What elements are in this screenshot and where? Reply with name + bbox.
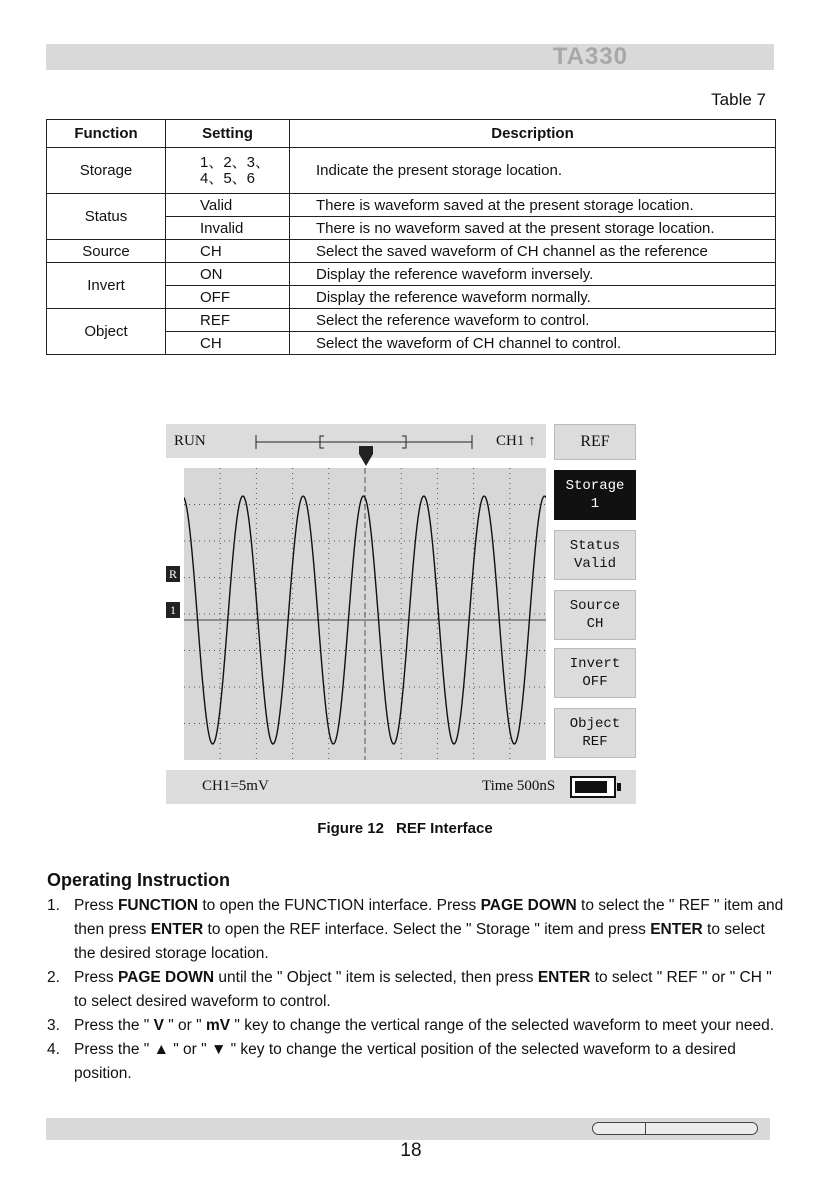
settings-table xyxy=(46,119,776,355)
cell-setting: CH xyxy=(166,240,290,263)
cell-description: There is no waveform saved at the present storage location. xyxy=(290,217,776,240)
trigger-source xyxy=(496,433,536,450)
header-description: Description xyxy=(290,120,776,148)
ch1-marker-icon: 1 xyxy=(166,602,180,618)
header-setting: Setting xyxy=(166,120,290,148)
softkey-status[interactable] xyxy=(554,530,636,580)
key-name: ENTER xyxy=(650,921,703,938)
step-text: Press the " xyxy=(74,1017,154,1034)
instruction-list xyxy=(47,894,787,1086)
table-header-row xyxy=(47,120,776,148)
step-text: Press xyxy=(74,897,118,914)
list-item xyxy=(47,1014,787,1038)
step-text: to select the " REF " item and then press xyxy=(74,897,784,938)
up-arrow-icon: ▲ xyxy=(153,1041,169,1058)
softkey-title: Invert xyxy=(569,656,621,672)
softkey-value: Valid xyxy=(573,556,616,572)
key-name: PAGE DOWN xyxy=(117,969,215,986)
footer-bar xyxy=(46,1118,770,1140)
waveform-grid xyxy=(184,468,546,760)
softkey-title: Object xyxy=(569,716,621,732)
battery-icon xyxy=(570,776,616,798)
step-number: 1. xyxy=(47,897,60,914)
step-number: 2. xyxy=(47,969,60,986)
key-name: mV xyxy=(205,1017,231,1034)
softkey-title: Storage xyxy=(565,478,625,494)
list-item xyxy=(47,894,787,966)
step-text: Press xyxy=(74,969,118,986)
softkey-title: Source xyxy=(569,598,621,614)
softkey-source[interactable] xyxy=(554,590,636,640)
list-item xyxy=(47,1038,787,1086)
step-text: " or " xyxy=(168,1041,211,1058)
cell-description: Indicate the present storage location. xyxy=(290,148,776,194)
run-status: RUN xyxy=(174,433,206,449)
key-name: ENTER xyxy=(150,921,204,938)
section-title: Operating Instruction xyxy=(47,870,231,890)
cell-description: Select the reference waveform to control. xyxy=(290,309,776,332)
key-name: FUNCTION xyxy=(117,897,199,914)
cell-setting: Invalid xyxy=(166,217,290,240)
step-text: to select " REF " or " CH " to select desired waveform to control. xyxy=(74,969,772,1010)
setting-line: 4、5、6 xyxy=(200,169,256,187)
softkey-invert[interactable] xyxy=(554,648,636,698)
cell-setting xyxy=(166,148,290,194)
cell-function: Source xyxy=(47,240,166,263)
figure-title: REF Interface xyxy=(395,820,493,837)
table-row xyxy=(47,148,776,194)
header-bar xyxy=(46,44,774,70)
rising-edge-icon: ↑ xyxy=(528,433,536,449)
waveform-screen xyxy=(184,468,546,760)
figure-number: Figure 12 xyxy=(317,820,384,837)
timebase: Time 500nS xyxy=(482,778,556,794)
footer-progress-slot xyxy=(592,1122,758,1135)
table-caption: Table 7 xyxy=(711,90,766,109)
step-number: 4. xyxy=(47,1041,60,1058)
setting-line: 1、2、3、 xyxy=(200,153,271,171)
step-text: to open the FUNCTION interface. Press xyxy=(198,897,481,914)
cell-function: Object xyxy=(47,309,166,355)
figure-caption xyxy=(0,820,822,837)
ch1-volts-per-div: CH1=5mV xyxy=(202,778,269,794)
softkey-value: REF xyxy=(582,734,608,750)
softkey-title: Status xyxy=(569,538,621,554)
step-text: " key to change the vertical range of the selected waveform to meet your need. xyxy=(230,1017,775,1034)
list-item xyxy=(47,966,787,1014)
cell-description: Select the waveform of CH channel to control. xyxy=(290,332,776,355)
softkey-value: OFF xyxy=(582,674,608,690)
softkey-ref[interactable]: REF xyxy=(554,424,636,460)
cell-setting: ON xyxy=(166,263,290,286)
header-function: Function xyxy=(47,120,166,148)
cell-description: Display the reference waveform normally. xyxy=(290,286,776,309)
cell-description: There is waveform saved at the present storage location. xyxy=(290,194,776,217)
down-arrow-icon: ▼ xyxy=(210,1041,227,1058)
trigger-source-label: CH1 xyxy=(496,433,525,449)
page-number: 18 xyxy=(400,1140,422,1161)
step-text: Press the " xyxy=(74,1041,154,1058)
scale-bar xyxy=(166,770,636,804)
step-number: 3. xyxy=(47,1017,60,1034)
key-name: V xyxy=(153,1017,164,1034)
softkey-object[interactable] xyxy=(554,708,636,758)
header-title: TA330 xyxy=(552,43,628,70)
cell-function: Invert xyxy=(47,263,166,309)
ref-marker-icon: R xyxy=(166,566,180,582)
cell-description: Select the saved waveform of CH channel as the reference xyxy=(290,240,776,263)
step-text: to open the REF interface. Select the " Storage " item and press xyxy=(203,921,651,938)
cell-setting: OFF xyxy=(166,286,290,309)
table-row xyxy=(47,194,776,217)
softkey-value: CH xyxy=(586,616,604,632)
cell-function: Storage xyxy=(47,148,166,194)
step-text: " or " xyxy=(163,1017,206,1034)
step-text: until the " Object " item is selected, then press xyxy=(214,969,538,986)
cell-setting: Valid xyxy=(166,194,290,217)
cell-setting: REF xyxy=(166,309,290,332)
cell-setting: CH xyxy=(166,332,290,355)
key-name: ENTER xyxy=(537,969,591,986)
cell-function: Status xyxy=(47,194,166,240)
trigger-position-icon xyxy=(356,446,376,468)
table-row xyxy=(47,309,776,332)
key-name: PAGE DOWN xyxy=(480,897,577,914)
softkey-value: 1 xyxy=(590,496,600,512)
table-row xyxy=(47,240,776,263)
ref-interface-figure xyxy=(166,424,636,804)
cell-description: Display the reference waveform inversely. xyxy=(290,263,776,286)
step-text: to select the desired storage location. xyxy=(74,921,765,962)
table-row xyxy=(47,263,776,286)
softkey-storage[interactable] xyxy=(554,470,636,520)
step-text: " key to change the vertical position of the selected waveform to a desired position. xyxy=(74,1041,736,1082)
